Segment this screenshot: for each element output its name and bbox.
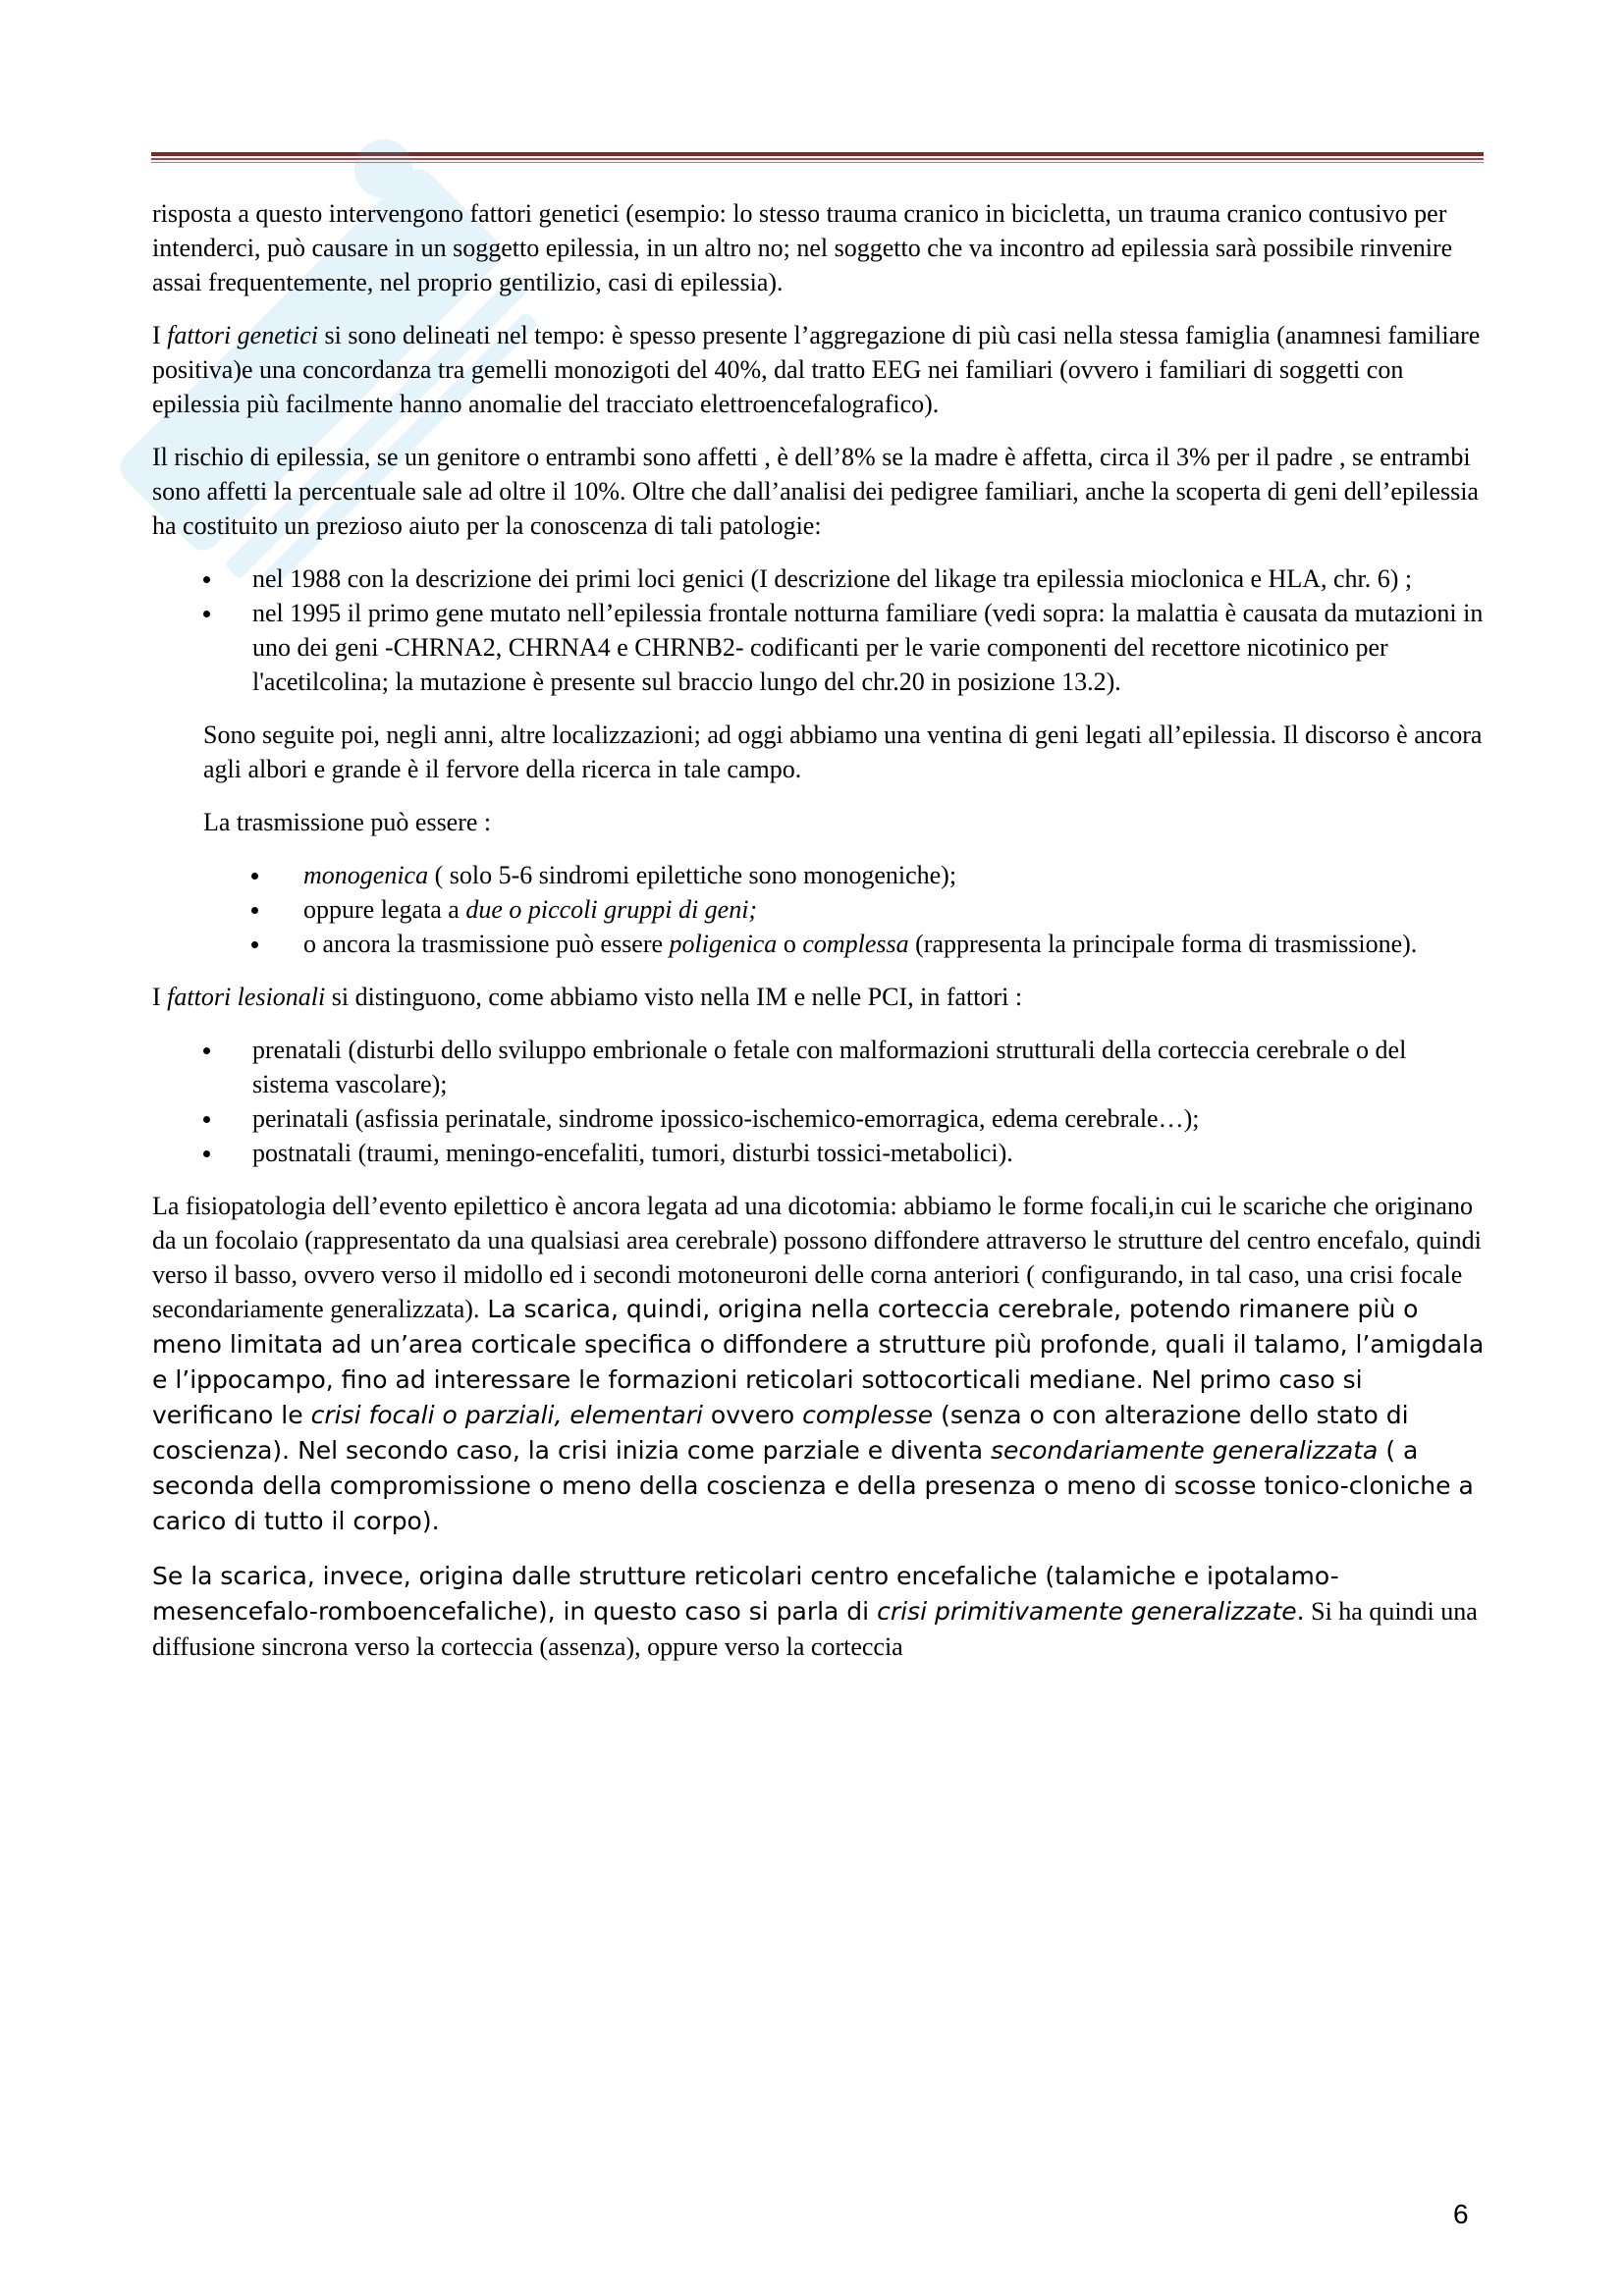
- list-item: [152, 1101, 1488, 1136]
- text-run: ovvero: [702, 1401, 803, 1429]
- list-item: [152, 858, 1488, 892]
- emphasis-fattori-genetici: fattori genetici: [167, 321, 318, 349]
- list-item: [152, 1136, 1488, 1170]
- bullet-icon: [203, 576, 210, 583]
- paragraph-primary-generalized: [152, 1559, 1488, 1664]
- lesional-factors-list: [152, 1033, 1488, 1170]
- bullet-icon: [251, 907, 258, 914]
- emphasis-crisi-focali: crisi focali o parziali, elementari: [310, 1401, 703, 1429]
- text-run: .: [1296, 1597, 1305, 1626]
- bullet-icon: [203, 1047, 210, 1054]
- list-item-text: nel 1988 con la descrizione dei primi loci genici (I descrizione del likage tra epilessia mioclonica e HLA, chr. 6) ;: [252, 564, 1413, 593]
- paragraph-lesional-factors: [152, 980, 1488, 1014]
- text-run: si sono delineati nel tempo: è spesso presente l’aggregazione di più casi nella stessa famiglia (anamnesi familiare positiva)e una concordanza tra gemelli monozigoti del 40%, dal tratto EEG nei familiari (ovvero i familiari di soggetti con epilessia più facilmente hanno anomalie del tracciato elettroencefalografico).: [152, 321, 1481, 418]
- list-item-text: perinatali (asfissia perinatale, sindrome ipossico-ischemico-emorragica, edema cerebrale…);: [252, 1104, 1200, 1133]
- bullet-icon: [251, 873, 258, 880]
- emphasis-crisi-primitivamente: crisi primitivamente generalizzate: [877, 1597, 1297, 1626]
- paragraph-physiopathology: [152, 1189, 1488, 1539]
- emphasis-secondariamente-generalizzata: secondariamente generalizzata: [990, 1436, 1379, 1465]
- bullet-icon: [203, 611, 210, 617]
- text-run: ( solo 5-6 sindromi epilettiche sono monogeniche);: [428, 861, 957, 889]
- bullet-icon: [203, 1150, 210, 1157]
- paragraph-localizations: Sono seguite poi, negli anni, altre localizzazioni; ad oggi abbiamo una ventina di geni legati all’epilessia. Il discorso è ancora agli albori e grande è il fervore della ricerca in tale campo.: [203, 721, 1483, 783]
- document-body: [152, 196, 1488, 1683]
- emphasis-fattori-lesionali: fattori lesionali: [167, 983, 326, 1011]
- text-run: Se la scarica, invece, origina dalle strutture reticolari centro encefaliche (talamiche e ipotalamo-mesencefalo-romboencefaliche), in questo caso si parla di: [152, 1562, 1339, 1626]
- emphasis-monogenica: monogenica: [303, 861, 429, 889]
- list-item: [152, 561, 1488, 596]
- paragraph-genetic-factors: [152, 318, 1488, 421]
- paragraph-transmission-intro: La trasmissione può essere :: [203, 808, 492, 836]
- list-item: [152, 596, 1488, 699]
- emphasis-poligenica: poligenica: [669, 930, 778, 958]
- transmission-list: [152, 858, 1488, 961]
- paragraph-genetic-response: risposta a questo intervengono fattori genetici (esempio: lo stesso trauma cranico in bicicletta, un trauma cranico contusivo per intenderci, può causare in un soggetto epilessia, in un altro no; nel soggetto che va incontro ad epilessia sarà possibile rinvenire assai frequentemente, nel proprio gentilizio, casi di epilessia).: [152, 199, 1453, 296]
- text-run: La scarica, quindi, origina nella corteccia cerebrale, potendo rimanere più o meno limitata ad un’area corticale specifica o diffondere a strutture più profonde, quali il talamo, l’amigdala e l’ippocampo, fino ad interessare le formazioni reticolari sottocorticali mediane. Nel primo caso si verificano le: [152, 1295, 1485, 1429]
- text-run: o: [777, 930, 803, 958]
- list-item-text: nel 1995 il primo gene mutato nell’epilessia frontale notturna familiare (vedi sopra: la malattia è causata da mutazioni in uno dei geni -CHRNA2, CHRNA4 e CHRNB2- codificanti per le varie componenti del recettore nicotinico per l'acetilcolina; la mutazione è presente sul braccio lungo del chr.20 in posizione 13.2).: [252, 599, 1484, 696]
- text-run: La fisiopatologia dell’evento epilettico è ancora legata ad una dicotomia: abbiamo le forme focali,in cui le scariche che originano da un focolaio (rappresentato da una qualsiasi area cerebrale) possono diffondere attraverso le strutture del centro encefalo, quindi verso il basso, ovvero verso il midollo ed i secondi motoneuroni delle corna anteriori ( configurando, in tal caso, una crisi focale secondariamente generalizzata).: [152, 1192, 1482, 1323]
- header-rule-tertiary: [151, 162, 1484, 163]
- text-run: (senza o con alterazione dello stato di coscienza). Nel secondo caso, la crisi inizia come parziale e diventa: [152, 1401, 1409, 1465]
- list-item: [152, 927, 1488, 961]
- text-run: si distinguono, come abbiamo visto nella IM e nelle PCI, in fattori :: [325, 983, 1023, 1011]
- header-rule-secondary: [151, 158, 1484, 160]
- text-run: I: [152, 983, 168, 1011]
- text-run: I: [152, 321, 168, 349]
- paragraph-epilepsy-risk: Il rischio di epilessia, se un genitore o entrambi sono affetti , è dell’8% se la madre è affetta, circa il 3% per il padre , se entrambi sono affetti la percentuale sale ad oltre il 10%. Oltre che dall’analisi dei pedigree familiari, anche la scoperta di geni dell’epilessia ha costituito un prezioso aiuto per la conoscenza di tali patologie:: [152, 443, 1479, 540]
- text-run: (rappresenta la principale forma di trasmissione).: [908, 930, 1418, 958]
- gene-discovery-list: [152, 561, 1488, 699]
- bullet-icon: [203, 1116, 210, 1123]
- text-run: o ancora la trasmissione può essere: [303, 930, 670, 958]
- bullet-icon: [251, 941, 258, 948]
- list-item: [152, 1033, 1488, 1101]
- text-run: Si ha quindi una diffusione sincrona verso la corteccia (assenza), oppure verso la corteccia: [152, 1597, 1478, 1661]
- text-run: ( a seconda della compromissione o meno della coscienza e della presenza o meno di scosse tonico-cloniche a carico di tutto il corpo).: [152, 1436, 1474, 1535]
- text-run: oppure legata a: [303, 895, 466, 924]
- emphasis-complesse: complesse: [802, 1401, 934, 1429]
- page-number: 6: [1453, 2199, 1469, 2229]
- header-rule: [151, 152, 1484, 156]
- list-item-text: postnatali (traumi, meningo-encefaliti, tumori, disturbi tossici-metabolici).: [252, 1139, 1013, 1167]
- emphasis-gruppi-geni: due o piccoli gruppi di geni;: [465, 895, 758, 924]
- emphasis-complessa: complessa: [802, 930, 909, 958]
- list-item-text: prenatali (disturbi dello sviluppo embrionale o fetale con malformazioni strutturali della corteccia cerebrale o del sistema vascolare);: [252, 1036, 1407, 1098]
- list-item: [152, 892, 1488, 927]
